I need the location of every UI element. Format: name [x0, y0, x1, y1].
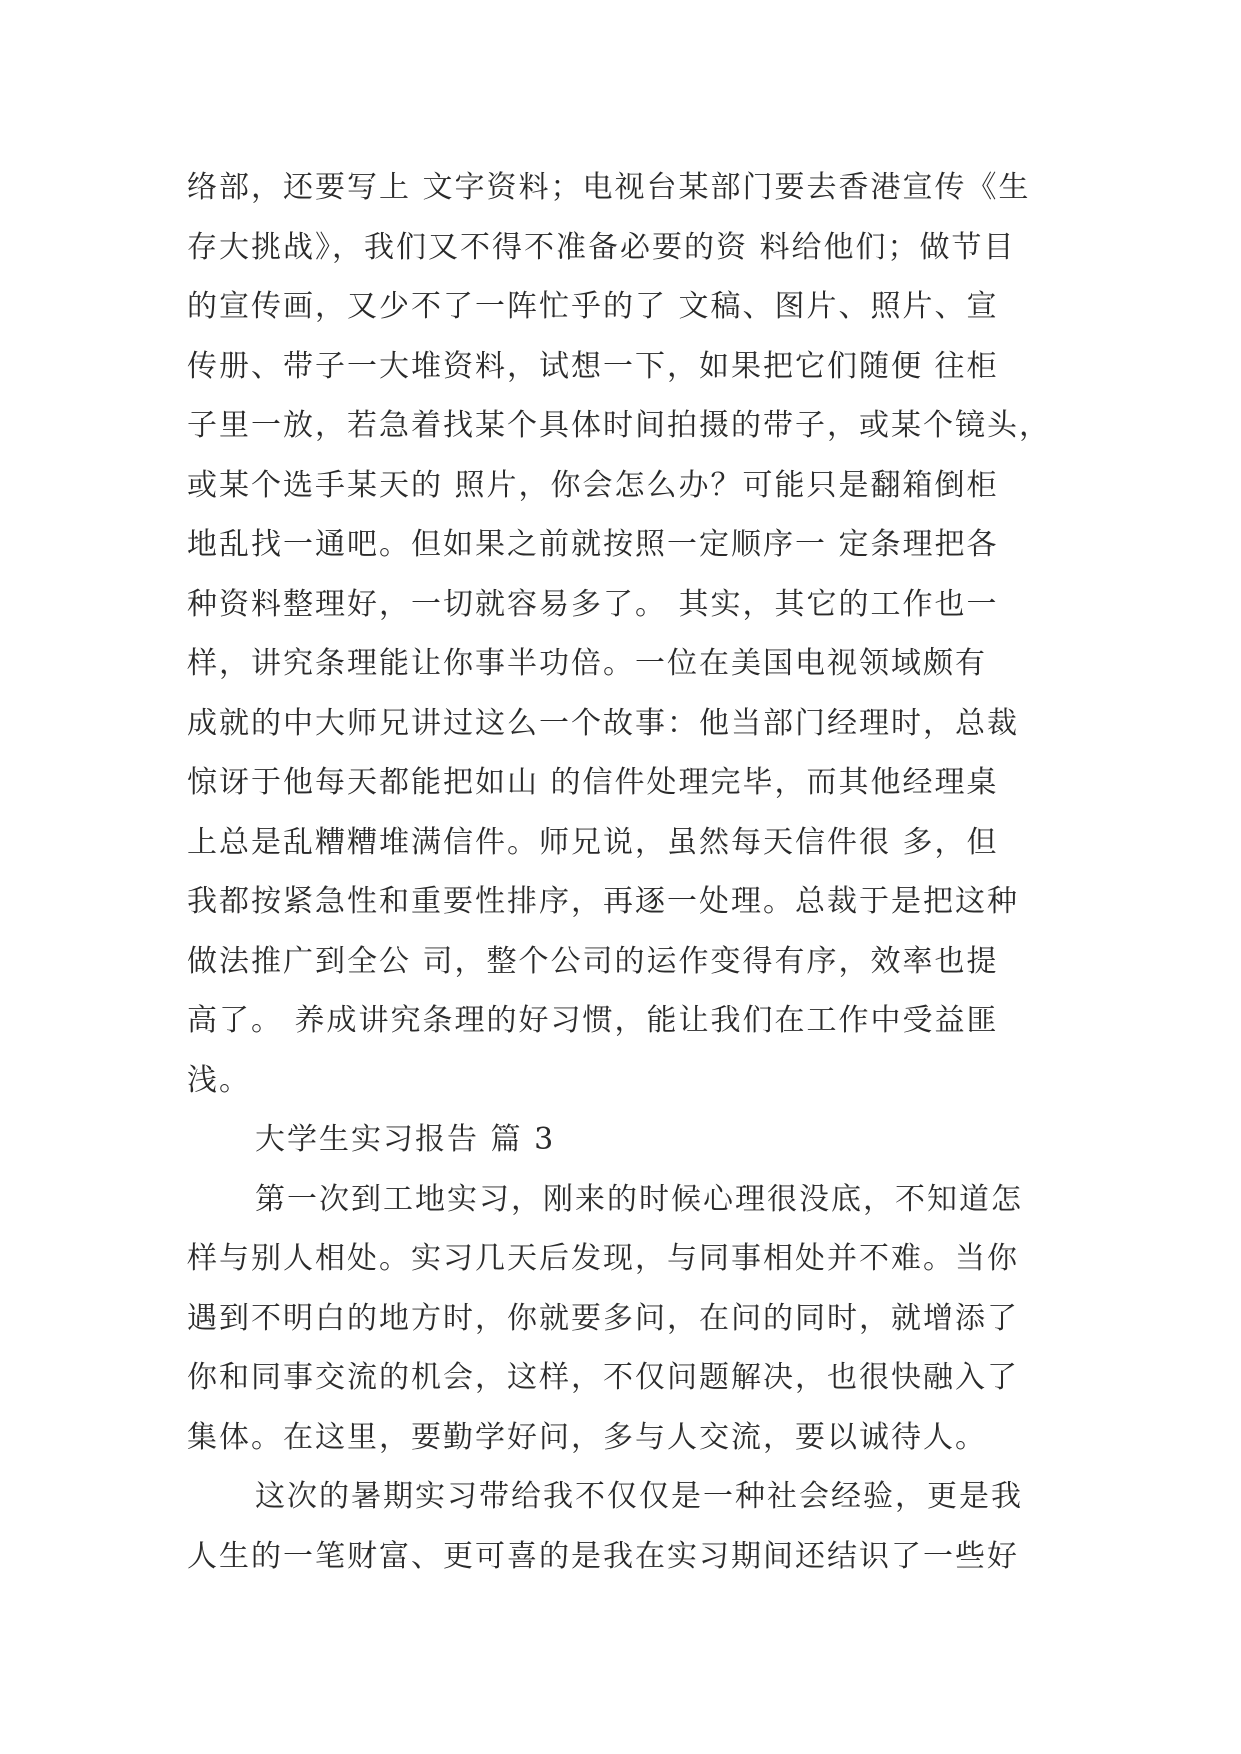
- text-line: 浅。: [187, 1062, 251, 1098]
- text-line: 惊讶于他每天都能把如山 的信件处理完毕，而其他经理桌: [187, 765, 999, 800]
- text-line: 遇到不明白的地方时，你就要多问，在问的同时，就增添了: [187, 1300, 1019, 1336]
- text-line: 集体。在这里，要勤学好问，多与人交流，要以诚待人。: [187, 1419, 987, 1455]
- text-line: 人生的一笔财富、更可喜的是我在实习期间还结识了一些好: [187, 1538, 1019, 1574]
- text-line: 的宣传画，又少不了一阵忙乎的了 文稿、图片、照片、宣: [187, 289, 999, 324]
- text-line: 你和同事交流的机会，这样，不仅问题解决，也很快融入了: [187, 1360, 1019, 1395]
- text-line: 络部，还要写上 文字资料；电视台某部门要去香港宣传《生: [187, 170, 1031, 205]
- text-line: 地乱找一通吧。但如果之前就按照一定顺序一 定条理把各: [187, 527, 999, 562]
- text-line: 传册、带子一大堆资料，试想一下，如果把它们随便 往柜: [187, 348, 999, 384]
- document-body: [187, 158, 1067, 1586]
- text-line: 做法推广到全公 司，整个公司的运作变得有序，效率也提: [187, 943, 999, 979]
- text-line: 样与别人相处。实习几天后发现，与同事相处并不难。当你: [187, 1241, 1019, 1276]
- text-line: 这次的暑期实习带给我不仅仅是一种社会经验，更是我: [255, 1479, 1023, 1514]
- text-line: 高了。 养成讲究条理的好习惯，能让我们在工作中受益匪: [187, 1003, 999, 1038]
- section-heading: 大学生实习报告 篇 3: [255, 1122, 556, 1157]
- text-line: 第一次到工地实习，刚来的时候心理很没底，不知道怎: [255, 1181, 1023, 1217]
- text-line: 成就的中大师兄讲过这么一个故事：他当部门经理时，总裁: [187, 705, 1019, 741]
- text-line: 种资料整理好，一切就容易多了。 其实，其它的工作也一: [187, 586, 999, 622]
- text-line: 或某个选手某天的 照片，你会怎么办？可能只是翻箱倒柜: [187, 467, 999, 503]
- text-line: 我都按紧急性和重要性排序，再逐一处理。总裁于是把这种: [187, 884, 1019, 919]
- text-line: 存大挑战》，我们又不得不准备必要的资 料给他们；做节目: [187, 229, 1016, 265]
- text-line: 上总是乱糟糟堆满信件。师兄说，虽然每天信件很 多，但: [187, 824, 999, 860]
- text-line: 子里一放，若急着找某个具体时间拍摄的带子，或某个镜头，: [187, 408, 1051, 443]
- text-line: 样，讲究条理能让你事半功倍。一位在美国电视领域颇有: [187, 646, 987, 681]
